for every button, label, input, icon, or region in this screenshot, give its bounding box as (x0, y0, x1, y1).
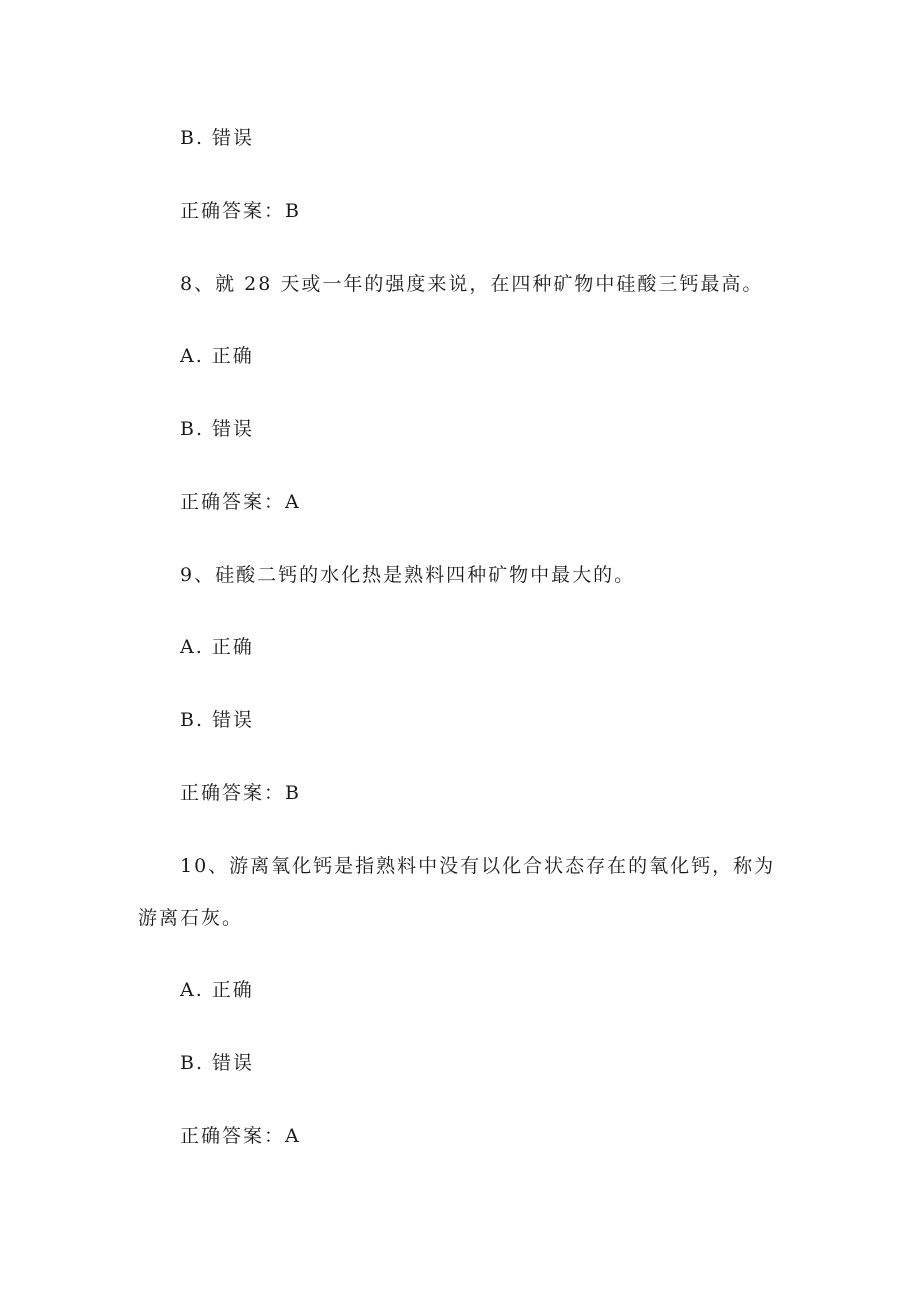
q8-option-a: A. 正确 (180, 345, 254, 367)
q8-question: 8、就 28 天或一年的强度来说，在四种矿物中硅酸三钙最高。 (180, 273, 764, 295)
q7-option-b: B. 错误 (180, 127, 255, 149)
q10-answer: 正确答案：A (180, 1125, 301, 1147)
q8-answer: 正确答案：A (180, 491, 301, 513)
q10-option-b: B. 错误 (180, 1052, 255, 1074)
q10-question-line1: 10、游离氧化钙是指熟料中没有以化合状态存在的氧化钙，称为 (180, 855, 776, 877)
q9-option-b: B. 错误 (180, 709, 255, 731)
q7-answer: 正确答案：B (180, 200, 301, 222)
q9-question: 9、硅酸二钙的水化热是熟料四种矿物中最大的。 (180, 564, 636, 586)
q9-option-a: A. 正确 (180, 636, 254, 658)
q10-question-line2: 游离石灰。 (138, 907, 244, 929)
q10-option-a: A. 正确 (180, 979, 254, 1001)
q8-option-b: B. 错误 (180, 418, 255, 440)
q9-answer: 正确答案：B (180, 782, 301, 804)
